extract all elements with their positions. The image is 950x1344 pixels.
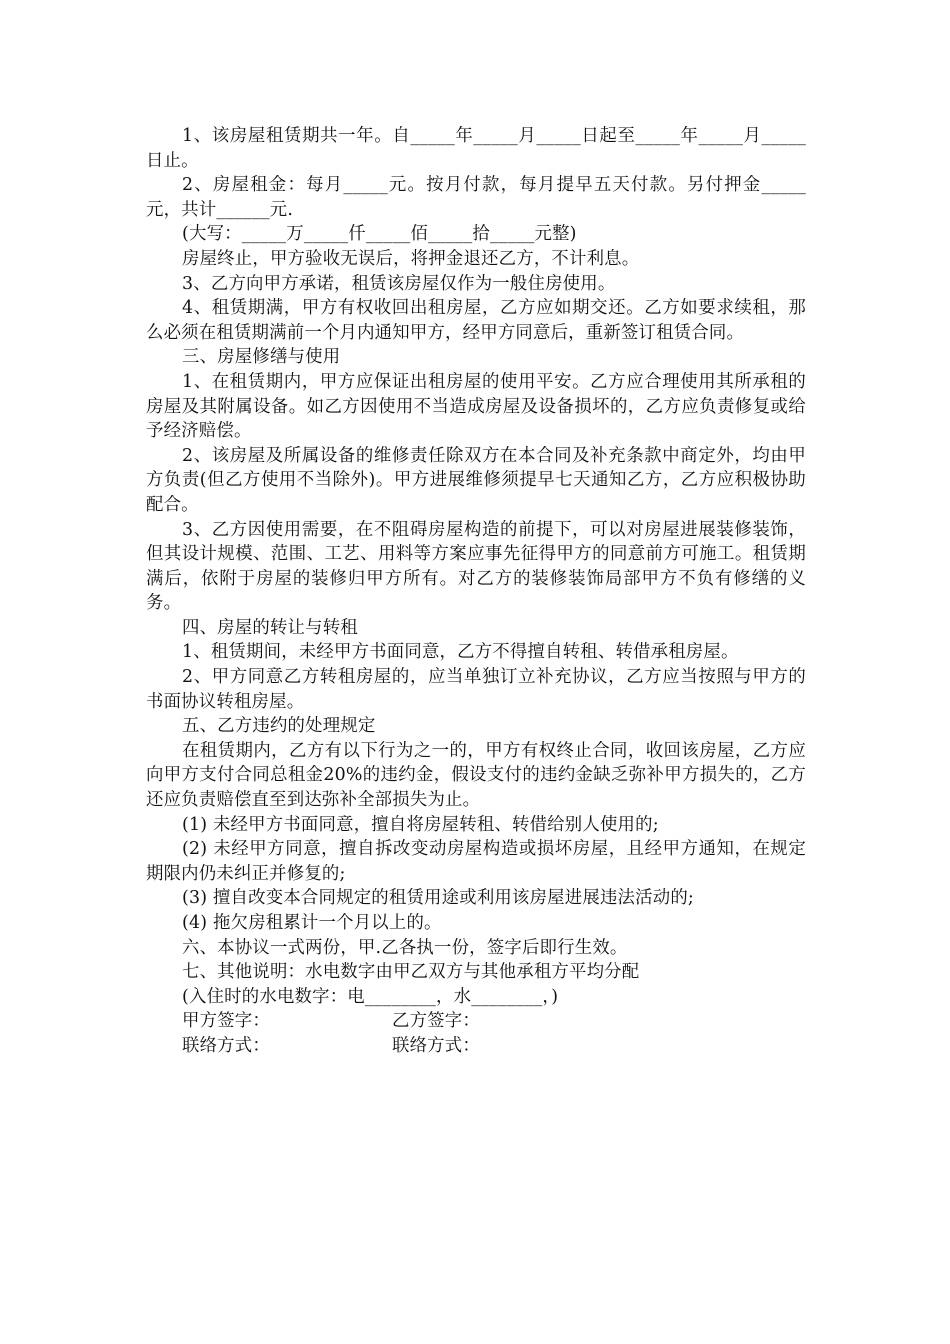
signature-row: [146, 1009, 806, 1034]
document-page: [146, 124, 806, 1059]
clause-repair-3: 3、乙方因使用需要，在不阻碍房屋构造的前提下，可以对房屋进展装修装饰，但其设计规模、范围、工艺、用料等方案应事先征得甲方的同意前方可施工。租赁期满后，依附于房屋的装修归甲方所有。对乙方的装修装饰局部甲方不负有修缮的义务。: [146, 519, 806, 614]
breach-item-3: (3) 擅自改变本合同规定的租赁用途或利用该房屋进展违法活动的;: [182, 888, 694, 909]
clause-sublease-2: 2、甲方同意乙方转租房屋的，应当单独订立补充协议，乙方应当按照与甲方的书面协议转租房屋。: [146, 667, 806, 712]
party-a-signature-label: 甲方签字：: [182, 1011, 270, 1032]
clause-breach-intro: 在租赁期内，乙方有以下行为之一的，甲方有权终止合同，收回该房屋，乙方应向甲方支付合同总租金20%的违约金，假设支付的违约金缺乏弥补甲方损失的，乙方还应负责赔偿直至到达弥补全部损失为止。: [146, 740, 806, 811]
clause-repair-2: 2、该房屋及所属设备的维修责任除双方在本合同及补充条款中商定外，均由甲方负责(但乙方使用不当除外)。甲方进展维修须提早七天通知乙方，乙方应积极协助配合。: [146, 445, 806, 515]
clause-repair-1: 1、在租赁期内，甲方应保证出租房屋的使用平安。乙方应合理使用其所承租的房屋及其附属设备。如乙方因使用不当造成房屋及设备损坏的，乙方应负责修复或给予经济赔偿。: [146, 371, 806, 442]
party-a-contact-label: 联络方式：: [182, 1035, 270, 1056]
breach-item-1: (1) 未经甲方书面同意，擅自将房屋转租、转借给别人使用的;: [182, 814, 659, 835]
clause-copies: 六、本协议一式两份，甲.乙各执一份，签字后即行生效。: [182, 937, 628, 958]
clause-rent-uppercase: (大写：_____万_____仟_____佰_____拾_____元整): [182, 224, 577, 245]
party-b-signature-label: 乙方签字：: [392, 1011, 480, 1032]
breach-item-2: (2) 未经甲方同意，擅自拆改变动房屋构造或损坏房屋，且经甲方通知，在规定期限内仍未纠正并修复的;: [146, 839, 806, 884]
section-heading-breach: 五、乙方违约的处理规定: [182, 716, 376, 737]
clause-sublease-1: 1、租赁期间，未经甲方书面同意，乙方不得擅自转租、转借承租房屋。: [182, 642, 739, 663]
contact-row: [146, 1034, 806, 1059]
clause-utility-readings: (入住时的水电数字：电________，水________，): [182, 986, 559, 1007]
section-heading-sublease: 四、房屋的转让与转租: [182, 617, 358, 638]
clause-rent: 2、房屋租金：每月_____元。按月付款，每月提早五天付款。另付押金_____元，共计______元.: [146, 175, 806, 220]
party-b-contact-label: 联络方式：: [392, 1035, 480, 1056]
clause-lease-term: 1、该房屋租赁期共一年。自_____年_____月_____日起至_____年_____月_____日止。: [146, 126, 806, 171]
breach-item-4: (4) 拖欠房租累计一个月以上的。: [182, 913, 442, 933]
clause-usage-promise: 3、乙方向甲方承诺，租赁该房屋仅作为一般住房使用。: [182, 273, 616, 294]
clause-lease-expiry: 4、租赁期满，甲方有权收回出租房屋，乙方应如期交还。乙方如要求续租，那么必须在租赁期满前一个月内通知甲方，经甲方同意后，重新签订租赁合同。: [146, 298, 806, 343]
section-heading-repair: 三、房屋修缮与使用: [182, 347, 341, 368]
clause-other-notes: 七、其他说明：水电数字由甲乙双方与其他承租方平均分配: [182, 962, 640, 983]
clause-deposit-return: 房屋终止，甲方验收无误后，将押金退还乙方，不计利息。: [182, 248, 640, 269]
